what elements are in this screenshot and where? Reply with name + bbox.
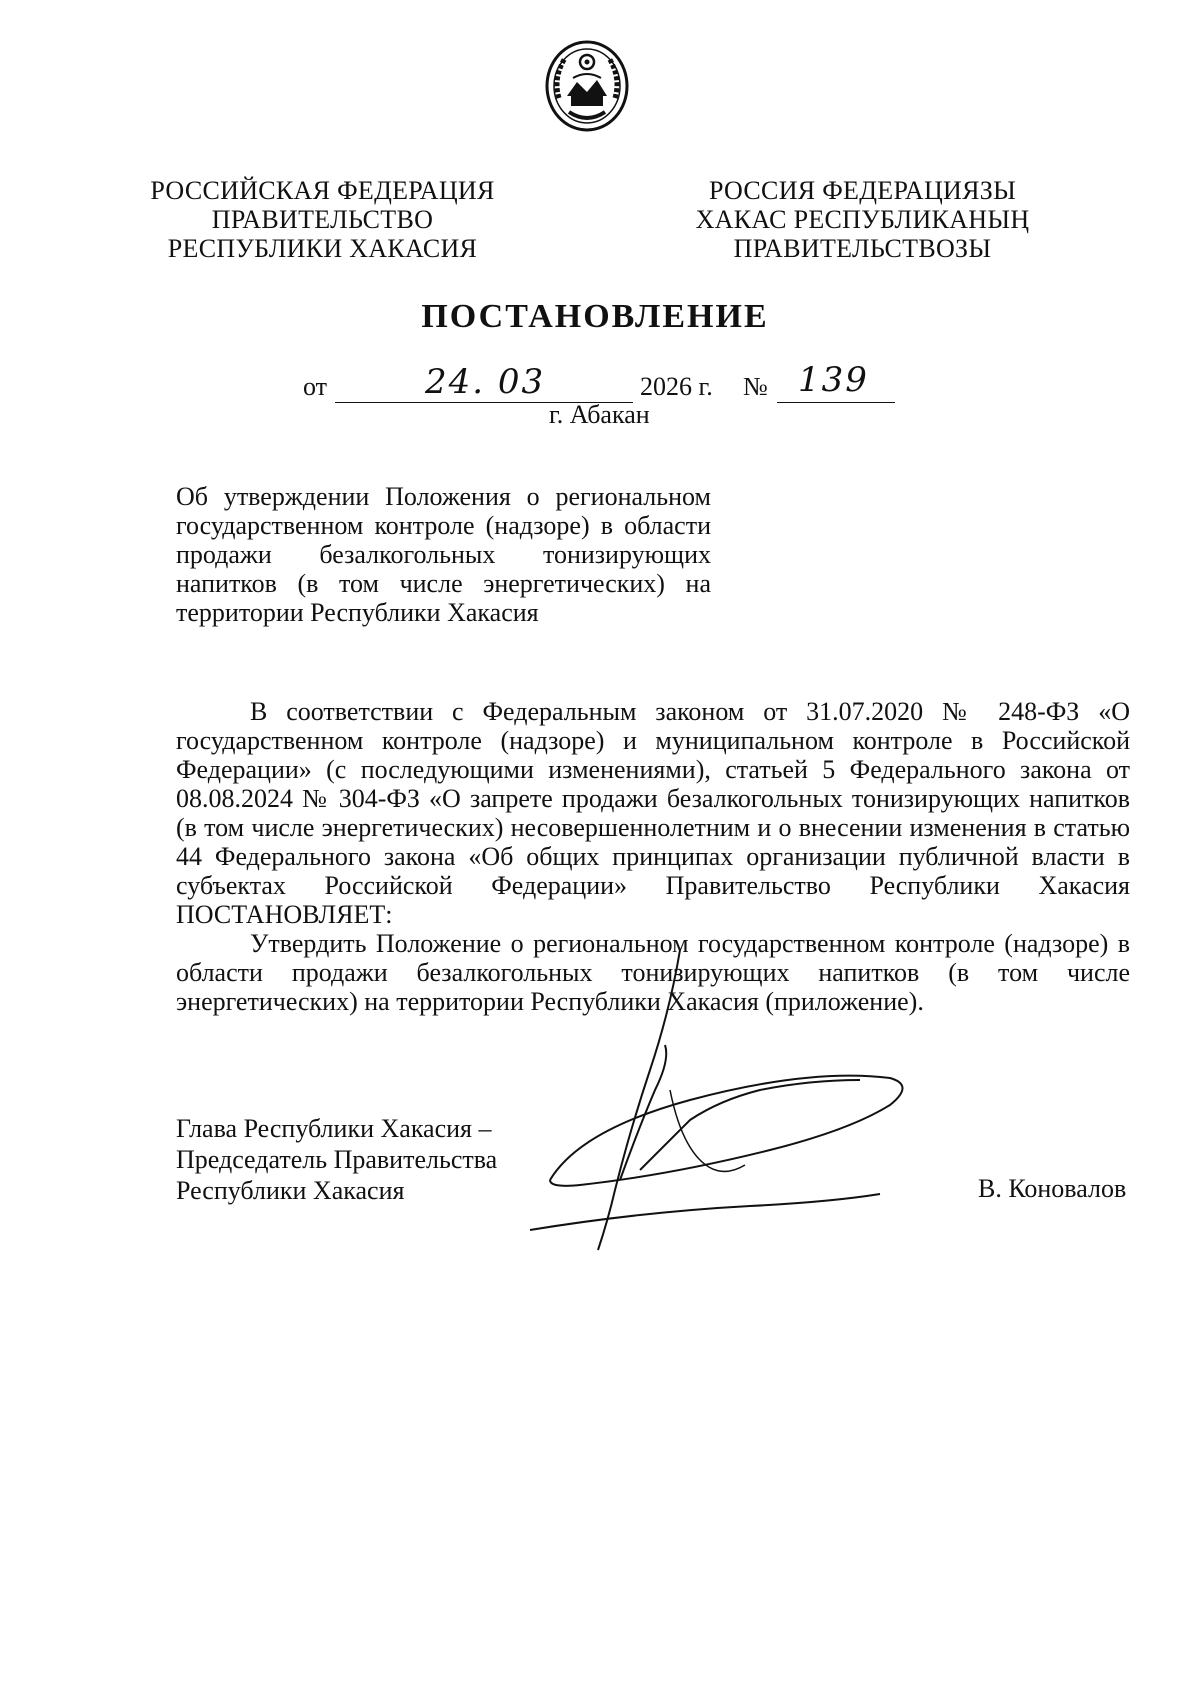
header-right-line: ПРАВИТЕЛЬСТВОЗЫ [733, 234, 992, 263]
header-left-line: РЕСПУБЛИКИ ХАКАСИЯ [167, 234, 478, 263]
header-right [690, 176, 1035, 263]
header-right-line: ХАКАС РЕСПУБЛИКАНЫҢ [695, 205, 1030, 234]
dateline [0, 360, 1200, 404]
signatory-position-line: Председатель Правительства [176, 1145, 498, 1174]
subject-line: территории Республики Хакасия [176, 598, 539, 627]
header-left-line: ПРАВИТЕЛЬСТВО [211, 205, 434, 234]
subject-line: Об утверждении Положения о региональном [176, 482, 711, 511]
signatory-position-line: Глава Республики Хакасия – [176, 1114, 492, 1143]
signatory-name: В. Коновалов [978, 1174, 1127, 1203]
date-year: 2026 г. [640, 372, 713, 401]
handwritten-date: 24. 03 [425, 362, 546, 402]
header-right-line: РОССИЯ ФЕДЕРАЦИЯЗЫ [708, 176, 1017, 205]
subject-line: напитков (в том числе энергетических) на [176, 569, 711, 598]
city: г. Абакан [549, 400, 650, 429]
number-underline [777, 402, 895, 403]
header-left-line: РОССИЙСКАЯ ФЕДЕРАЦИЯ [150, 176, 495, 205]
document-type-title: ПОСТАНОВЛЕНИЕ [421, 298, 769, 335]
number-label: № [743, 372, 768, 401]
handwritten-signature-icon [520, 710, 920, 1270]
subject-line: государственном контроле (надзоре) в области [176, 511, 711, 540]
date-prefix: от [303, 372, 328, 401]
signatory-position-line: Республики Хакасия [176, 1176, 405, 1205]
signatory-position [176, 1113, 497, 1206]
coat-of-arms-icon [543, 38, 631, 134]
body-paragraph: В соответствии с Федеральным законом от 31.07.2020 № 248-ФЗ «О государственном контроле (надзоре) и муниципальном контроле в Российской Федерации» (с последующими изменениями), статьей 5 Федерального закона от 08.08.2024 № 304-ФЗ «О запрете продажи безалкогольных тонизирующих напитков (в том числе энергетических) несовершеннолетним и о внесении изменения в статью 44 Федерального закона «Об общих принципах организации публичной власти в субъектах Российской Федерации» Правительство Республики Хакасия ПОСТАНОВЛЯЕТ: [176, 697, 1130, 929]
handwritten-number: 139 [798, 360, 869, 400]
body-paragraph: Утвердить Положение о региональном государственном контроле (надзоре) в области продажи безалкогольных тонизирующих напитков (в том числе энергетических) на территории Республики Хакасия (приложение). [176, 929, 1130, 1016]
subject-line: продажи безалкогольных тонизирующих [176, 540, 711, 569]
header-left [150, 176, 495, 263]
document-subject [176, 482, 711, 627]
